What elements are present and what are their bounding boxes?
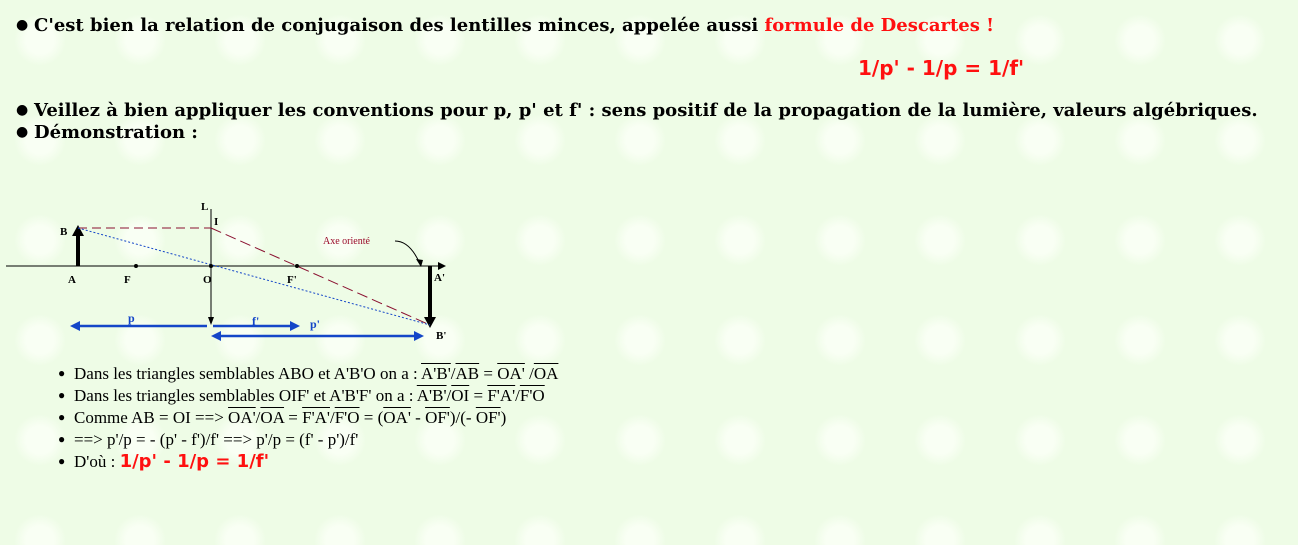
overline-term: OA' (383, 408, 411, 427)
label-fp: F' (287, 274, 297, 286)
object-arrowhead (72, 225, 84, 236)
focal-point-fp (295, 264, 299, 268)
label-l: L (201, 201, 209, 213)
conventions-text: Veillez à bien appliquer les conventions pour p, p' et f' : sens positif de la propagation de la lumière, valeurs algébriques. (34, 100, 1258, 121)
step-text: Dans les triangles semblables OIF' et A'B'F' on a : (74, 386, 417, 405)
axis-pointer (395, 241, 420, 264)
intro-text: C'est bien la relation de conjugaison des lentilles minces, appelée aussi (34, 15, 765, 36)
overline-term: A'B' (421, 364, 451, 383)
overline-term: $\overline{OI}$ (451, 386, 470, 405)
focal-point-f (134, 264, 138, 268)
fp-arrow-head (290, 321, 300, 331)
label-a: A (68, 274, 76, 286)
intro-line (16, 14, 994, 37)
bullet: ● (58, 432, 66, 446)
step-text: D'où : (74, 452, 120, 471)
final-formula: 1/p' - 1/p = 1/f' (119, 451, 270, 472)
axis-label: Axe orienté (323, 236, 370, 247)
demonstration-line (16, 121, 198, 144)
label-b: B (60, 226, 68, 238)
pp-arrow-head-right (414, 331, 424, 341)
overline-term: $\overline{OA}$ (260, 408, 285, 427)
conventions-line (16, 99, 1258, 122)
label-i: I (214, 216, 219, 228)
step-text: Comme AB = OI ==> (74, 408, 229, 427)
bullet: ● (58, 388, 66, 402)
overline-term: $\overline{OA}$ (533, 364, 559, 383)
label-o: O (203, 274, 212, 286)
step-4 (58, 428, 558, 450)
step-2: ● Dans les triangles semblables OIF' et A'B'F' on a : $A'B'/\overline{OI} = F'A'/F'O$ (58, 386, 545, 405)
label-ap: A' (434, 272, 445, 284)
axis-arrowhead (438, 262, 446, 270)
overline-term: OF' (425, 408, 450, 427)
label-bp: B' (436, 330, 447, 342)
overline-term: F'O (334, 408, 360, 427)
label-f: F (124, 274, 131, 286)
demonstration-steps (58, 362, 558, 472)
overline-term: OF' (475, 408, 501, 427)
overline-term: OA' (497, 364, 525, 383)
step-3: ● Comme AB = OI ==> $OA'/\overline{OA} = F'A'/F'O = (OA' - OF')/(-$ OF') (58, 408, 507, 427)
bullet: ● (58, 454, 66, 468)
pp-arrow-head-left (211, 331, 221, 341)
bullet: ● (58, 366, 66, 380)
overline-term: A'B' (416, 386, 447, 405)
p-arrow-head (70, 321, 80, 331)
label-p: p (128, 311, 135, 325)
demonstration-title: Démonstration : (34, 122, 198, 143)
lens-diagram (0, 195, 470, 355)
label-pprime: p' (310, 317, 321, 331)
overline-term: $\overline{AB}$ (455, 364, 480, 383)
bullet: ● (16, 17, 29, 33)
step-text: ==> p'/p = - (p' - f')/f' ==> p'/p = (f' - p')/f' (74, 430, 359, 449)
overline-term: F'A' (302, 408, 330, 427)
refracted-ray (211, 228, 430, 325)
label-fprime: f' (252, 314, 260, 328)
center-point-o (209, 264, 213, 268)
step-1: ● Dans les triangles semblables ABO et A'B'O on a : $A'B'/\overline{AB} = OA'$ $/\overline{OA}$ (58, 364, 559, 383)
lens-bottom-arrow (208, 317, 214, 325)
descartes-highlight: formule de Descartes ! (764, 15, 995, 36)
measure-arrows (70, 321, 424, 341)
descartes-formula: 1/p' - 1/p = 1/f' (858, 56, 1025, 80)
bullet: ● (16, 102, 29, 118)
bullet: ● (58, 410, 66, 424)
overline-term: OA' (228, 408, 256, 427)
step-text: Dans les triangles semblables ABO et A'B'O on a : (74, 364, 422, 383)
step-5 (58, 450, 558, 472)
overline-term: F'O (519, 386, 545, 405)
bullet: ● (16, 124, 29, 140)
overline-term: F'A' (487, 386, 516, 405)
image-arrowhead (424, 317, 436, 328)
